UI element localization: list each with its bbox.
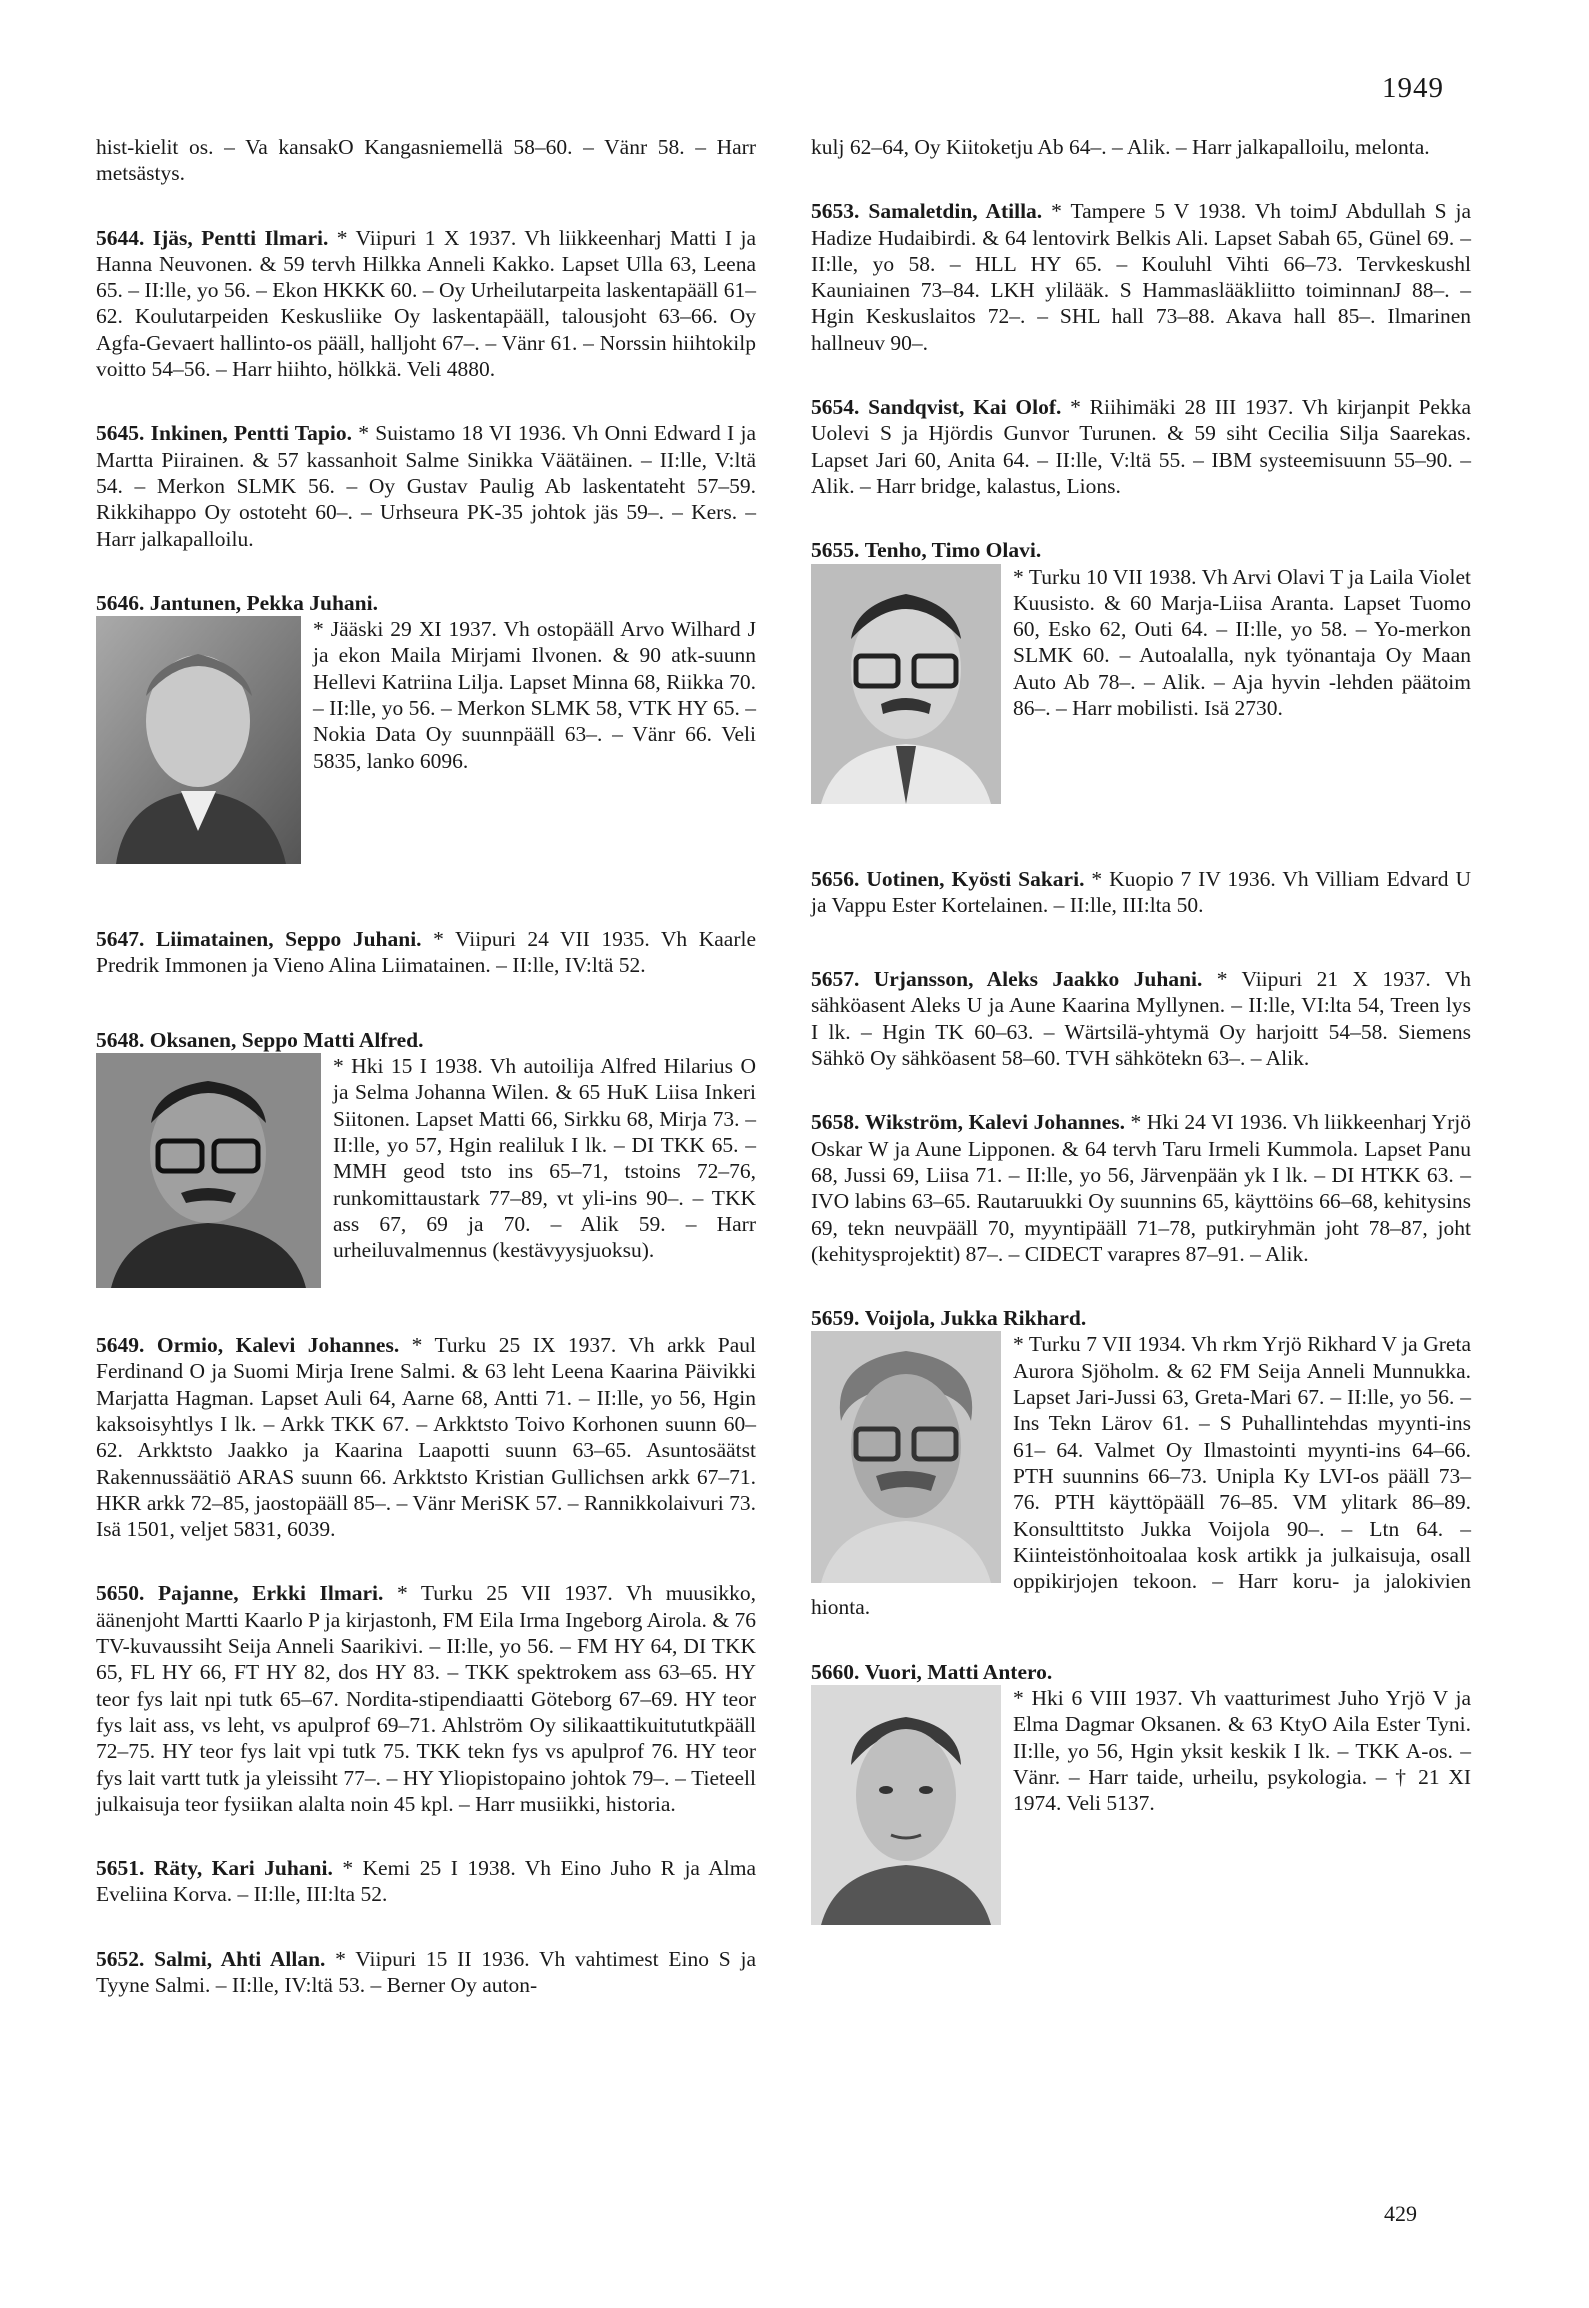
- entry-name: Salmi, Ahti Allan.: [154, 1946, 326, 1971]
- entry-number: 5656.: [811, 866, 860, 891]
- entry-name: Vuori, Matti Antero.: [864, 1659, 1053, 1684]
- portrait-image: [96, 616, 301, 864]
- entry-heading: [811, 1659, 1471, 1685]
- entry-name: Uotinen, Kyösti Sakari.: [866, 866, 1085, 891]
- entry-5658: [811, 1109, 1471, 1267]
- entry-name: Tenho, Timo Olavi.: [864, 538, 1042, 563]
- entry-number: 5646.: [96, 590, 145, 615]
- entry-number: 5653.: [811, 199, 860, 224]
- continued-text: kulj 62–64, Oy Kiitoketju Ab 64–. – Alik. – Harr jalkapalloilu, melonta.: [811, 135, 1430, 159]
- entry-5655: [811, 537, 1471, 809]
- entry-heading: [811, 1305, 1471, 1331]
- entry-5656: [811, 866, 1471, 919]
- entry-name: Sandqvist, Kai Olof.: [868, 395, 1062, 420]
- entry-5659: [811, 1305, 1471, 1621]
- entry-name: Samaletdin, Atilla.: [868, 199, 1043, 224]
- entry-text: * Hki 6 VIII 1937. Vh vaatturimest Juho Yrjö V ja Elma Dagmar Oksanen. & 63 KtyO Aila Ester Tyni. II:lle, yo 56, Hgin yksit keskik I lk. – TKK A-os. – Vänr. – Harr taide, urheilu, psykologia. – † 21 XI 1974. Veli 5137.: [1013, 1685, 1471, 1816]
- entry-5654: [811, 394, 1471, 499]
- entry-text: * Turku 25 IX 1937. Vh arkk Paul Ferdinand O ja Suomi Mirja Irene Salmi. & 63 leht Leena Kaarina Päivikki Marjatta Hagman. Lapset Auli 64, Aarne 68, Antti 71. – II:lle, yo 56, Hgin kaksoisyhtlys I lk. – Arkk TKK 67. – Arkktsto Toivo Korhonen suunn 60–62. Arkktsto Jaakko ja Kaarina Laapotti suunn 63–65. Asuntosäätst Rakennussäätiö ARAS suunn 66. Arkktsto Kristian Gullichsen arkk 67–71. HKR arkk 72–85, jaostopääll 85–. – Vänr MeriSK 57. – Rannikkolaivuri 73. Isä 1501, veljet 5831, 6039.: [96, 1333, 756, 1542]
- entry-name: Wikström, Kalevi Johannes.: [864, 1110, 1126, 1135]
- entry-text: * Turku 7 VII 1934. Vh rkm Yrjö Rikhard V ja Greta Aurora Sjöholm. & 62 FM Seija Anneli Munnukka. Lapset Jari-Jussi 63, Greta-Mari 67. – II:lle, yo 56. – Ins Tekn Lärov 61. – S Puhallintehdas myynti-ins 61– 64. Valmet Oy Ilmastointi myynti-ins 64–66. PTH suunnins 66–73. Unipla Ky LVI-os pääll 73–76. PTH käyttöpääll 76–85. VM ylitark 86–89. Konsulttitsto Jukka Voijola 90–. – Ltn 64. – Kiinteistönhoitoalaa kosk artikk ja julkaisuja, osall oppikirjojen tekoon. – Harr koru- ja jalokivien hionta.: [811, 1332, 1471, 1620]
- right-column: [811, 134, 1471, 1969]
- entry-name: Ormio, Kalevi Johannes.: [156, 1333, 400, 1358]
- entry-5653: [811, 198, 1471, 356]
- entry-text: * Suistamo 18 VI 1936. Vh Onni Edward I ja Martta Piirainen. & 57 kassanhoit Salme Sinikka Väätäinen. – II:lle, V:ltä 54. – Merkon SLMK 56. – Oy Gustav Paulig Ab laskentateht 57–59. Rikkihappo Oy ostoteht 60–. – Urhseura PK-35 johtok jäs 59–. – Kers. – Harr jalkapalloilu.: [96, 421, 756, 551]
- entry-name: Urjansson, Aleks Jaakko Juhani.: [873, 967, 1203, 992]
- entry-5650: [96, 1580, 756, 1817]
- entry-heading: [96, 590, 756, 616]
- entry-number: 5654.: [811, 395, 860, 420]
- entry-text: * Tampere 5 V 1938. Vh toimJ Abdullah S ja Hadize Hudaibirdi. & 64 lentovirk Belkis Ali. Lapset Sabah 65, Günel 69. – II:lle, yo 58. – HLL HY 65. – Kouluhl Vihti 66–73. Tervkeskushl Kauniainen 73–84. LKH ylilääk. S Hammaslääkliitto toiminnanJ 88–. – Hgin Keskuslaitos 72–. – SHL hall 73–88. Akava hall 85–. Ilmarinen hallneuv 90–.: [811, 199, 1472, 355]
- entry-number: 5645.: [96, 421, 145, 446]
- entry-text: * Kuopio 7 IV 1936. Vh Villiam Edvard U ja Vappu Ester Kortelainen. – II:lle, III:lta 50.: [811, 866, 1471, 917]
- entry-5648: [96, 1027, 756, 1294]
- entry-number: 5647.: [96, 927, 145, 952]
- portrait-image: [811, 1331, 1001, 1583]
- entry-5651: [96, 1855, 756, 1908]
- entry-heading: [96, 1027, 756, 1053]
- entry-text: * Jääski 29 XI 1937. Vh ostopääll Arvo Wilhard J ja ekon Maila Mirjami Ilvonen. & 90 atk-suunn Hellevi Katriina Lilja. Lapset Minna 68, Riikka 70. – II:lle, yo 56. – Merkon SLMK 58, VTK HY 65. – Nokia Data Oy suunnpääll 63–. – Vänr 66. Veli 5835, lanko 6096.: [313, 617, 756, 773]
- entry-heading: [811, 537, 1471, 563]
- continued-text: hist-kielit os. – Va kansakO Kangasniemellä 58–60. – Vänr 58. – Harr metsästys.: [96, 135, 756, 186]
- entry-number: 5648.: [96, 1027, 145, 1052]
- entry-name: Ijäs, Pentti Ilmari.: [152, 225, 329, 250]
- entry-name: Voijola, Jukka Rikhard.: [864, 1306, 1087, 1331]
- entry-number: 5659.: [811, 1306, 860, 1331]
- portrait-photo: [811, 1331, 1001, 1583]
- entry-number: 5660.: [811, 1659, 860, 1684]
- entry-5649: [96, 1332, 756, 1542]
- entry-5644: [96, 225, 756, 383]
- entry-name: Oksanen, Seppo Matti Alfred.: [149, 1027, 424, 1052]
- entry-text: * Viipuri 21 X 1937. Vh sähköasent Aleks U ja Aune Kaarina Myllynen. – II:lle, VI:lta 54, Treen lys I lk. – Hgin TK 60–63. – Wärtsilä-yhtymä Oy harjoitt 54–58. Siemens Sähkö Oy sähköasent 58–60. TVH sähkötekn 63–. – Alik.: [811, 967, 1472, 1071]
- entry-text: * Turku 10 VII 1938. Vh Arvi Olavi T ja Laila Violet Kuusisto. & 60 Marja-Liisa Aranta. Lapset Tuomo 60, Esko 62, Outi 64. – II:lle, yo 58. – Yo-merkon SLMK 60. – Autoalalla, nyk työnantaja Oy Maan Auto Ab 78–. – Alik. – Aja hyvin -lehden päätoim 86–. – Harr mobilisti. Isä 2730.: [1013, 564, 1471, 721]
- entry-number: 5658.: [811, 1110, 860, 1135]
- entry-text: * Riihimäki 28 III 1937. Vh kirjanpit Pekka Uolevi S ja Hjördis Gunvor Turunen. & 59 siht Cecilia Silja Saarekas. Lapset Jari 60, Anita 64. – II:lle, V:ltä 55. – IBM systeemisuunn 55–90. – Alik. – Harr bridge, kalastus, Lions.: [811, 395, 1471, 498]
- entry-name: Liimatainen, Seppo Juhani.: [155, 927, 422, 952]
- entry-number: 5649.: [96, 1333, 145, 1358]
- page-number: 429: [1384, 2201, 1417, 2226]
- entry-text: * Viipuri 1 X 1937. Vh liikkeenharj Matti I ja Hanna Neuvonen. & 59 tervh Hilkka Anneli Kakko. Lapset Ulla 63, Leena 65. – II:lle, yo 56. – Ekon HKKK 60. – Oy Urheilutarpeita laskentapääll 61–62. Koulutarpeiden Keskusliike Oy laskentapääll, talousjoht 63–66. Oy Agfa-Gevaert hallinto-os pääll, halljoht 67–. – Vänr 61. – Norssin hiihtokilp voitto 54–56. – Harr hiihto, hölkkä. Veli 4880.: [96, 225, 757, 382]
- entry-5652: [96, 1946, 756, 1999]
- entry-number: 5650.: [96, 1581, 145, 1606]
- entry-name: Pajanne, Erkki Ilmari.: [157, 1581, 384, 1606]
- entry-5647: [96, 926, 756, 979]
- entry-5646: [96, 590, 756, 870]
- entry-name: Jantunen, Pekka Juhani.: [149, 590, 378, 615]
- portrait-image: [811, 564, 1001, 804]
- page-year: 1949: [1382, 72, 1444, 104]
- entry-text: * Viipuri 24 VII 1935. Vh Kaarle Predrik Immonen ja Vieno Alina Liimatainen. – II:lle, IV:ltä 52.: [96, 927, 757, 978]
- entry-name: Räty, Kari Juhani.: [153, 1856, 333, 1881]
- entry-number: 5644.: [96, 225, 145, 250]
- entry-text: * Hki 15 I 1938. Vh autoilija Alfred Hilarius O ja Selma Johanna Wilen. & 65 HuK Liisa Inkeri Siitonen. Lapset Matti 66, Sirkku 68, Mirja 73. – II:lle, yo 57, Hgin realiluk I lk. – DI TKK 65. – MMH geod tsto ins 65–71, tstoins 72–76, runkomittaustark 77–89, vt yli-ins 90–. – TKK ass 67, 69 ja 70. – Alik 59. – Harr urheiluvalmennus (kestävyysjuoksu).: [333, 1054, 756, 1263]
- entry-text: * Kemi 25 I 1938. Vh Eino Juho R ja Alma Eveliina Korva. – II:lle, III:lta 52.: [96, 1856, 757, 1907]
- entry-text: * Hki 24 VI 1936. Vh liikkeenharj Yrjö Oskar W ja Aune Lipponen. & 64 tervh Taru Irmeli Kummola. Lapset Panu 68, Jussi 69, Liisa 71. – II:lle, yo 56, Järvenpään yk I lk. – DI HTKK 63. – IVO labins 63–65. Rautaruukki Oy suunnins 65, käyttöins 66–68, kehitysins 69, tekn neuvpääll 70, myyntipääll 71–78, putkiryhmän joht 78–87, joht (kehitysprojektit) 87–. – CIDECT varapres 87–91. – Alik.: [811, 1110, 1472, 1266]
- entry-number: 5655.: [811, 538, 860, 563]
- portrait-photo: [96, 1053, 321, 1288]
- entry-number: 5657.: [811, 967, 860, 992]
- entry-text: * Viipuri 15 II 1936. Vh vahtimest Eino S ja Tyyne Salmi. – II:lle, IV:ltä 53. – Berner Oy auton-: [96, 1946, 757, 1997]
- entry-5657: [811, 966, 1471, 1071]
- entry-5645: [96, 420, 756, 551]
- portrait-photo: [811, 564, 1001, 804]
- entry-5660: [811, 1659, 1471, 1931]
- entry-number: 5651.: [96, 1856, 145, 1881]
- entry-text: * Turku 25 VII 1937. Vh muusikko, äänenjoht Martti Kaarlo P ja kirjastonh, FM Eila Irma Ingeborg Airola. & 76 TV-kuvaussiht Seija Anneli Saarikivi. – II:lle, yo 56. – FM HY 64, DI TKK 65, FL HY 66, FT HY 82, dos HY 83. – TKK spektrokem ass 63–65. HY teor fys lait npi tutk 65–67. Nordita-stipendiaatti Göteborg 67–69. HY teor fys lait ass, vs leht, vs apulprof 69–71. Ahlström Oy silikaattikuitututkpääll 72–75. HY teor fys lait vpi tutk 75. TKK tekn fys vs apulprof 76. HY teor fys lait vartt tutk ja yleissiht 77–. – HY Yliopistopaino johtok 79–. – Tieteell julkaisuja teor fysiikan alalta noin 45 kpl. – Harr musiikki, historia.: [96, 1581, 757, 1816]
- portrait-image: [96, 1053, 321, 1288]
- portrait-image: [811, 1685, 1001, 1925]
- entry-number: 5652.: [96, 1946, 145, 1971]
- portrait-photo: [811, 1685, 1001, 1925]
- entry-name: Inkinen, Pentti Tapio.: [150, 421, 352, 446]
- left-column: [96, 134, 756, 2036]
- portrait-photo: [96, 616, 301, 864]
